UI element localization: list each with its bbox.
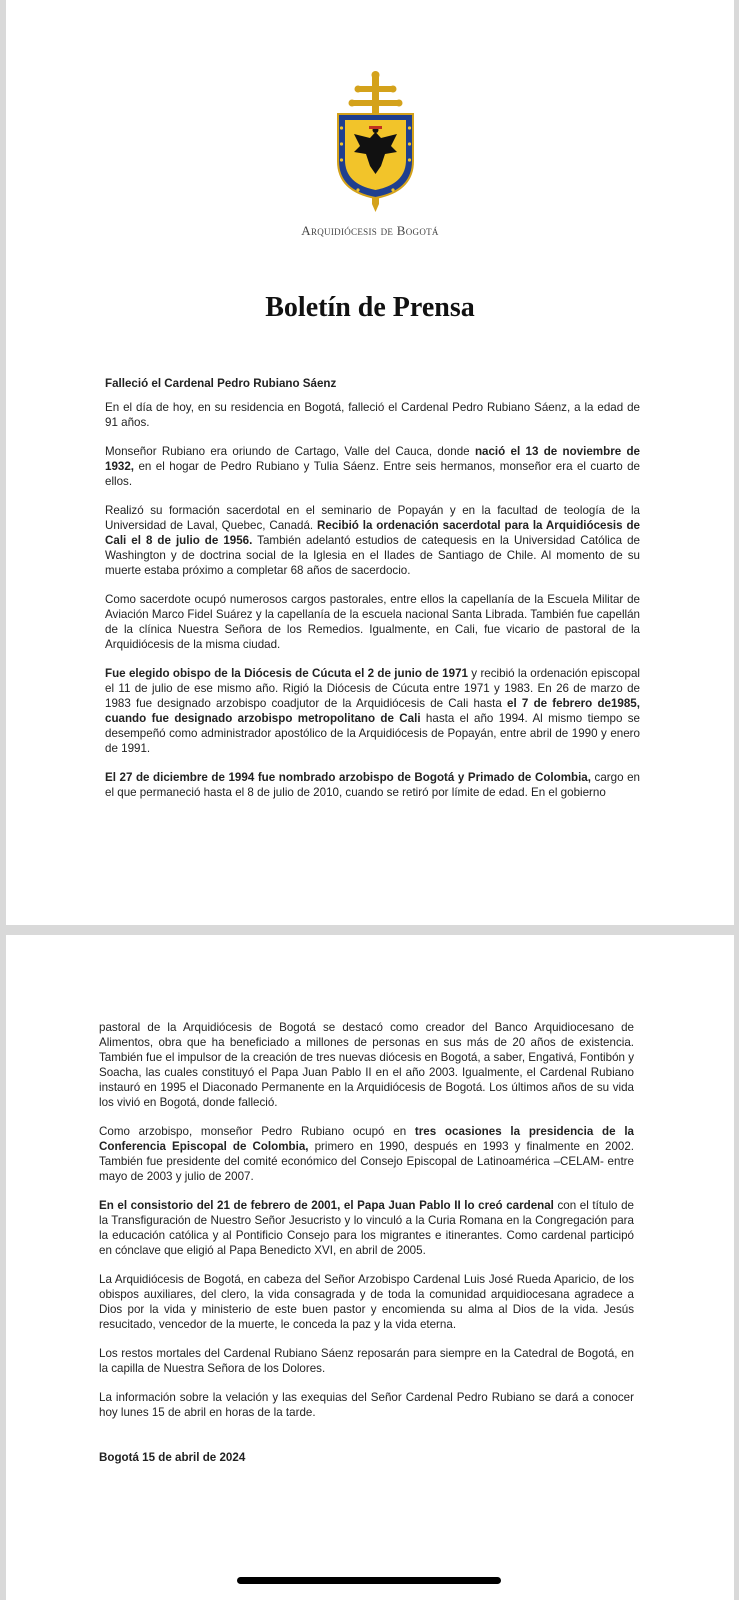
dateline: Bogotá 15 de abril de 2024 xyxy=(99,1451,246,1464)
paragraph: Como arzobispo, monseñor Pedro Rubiano ocupó en tres ocasiones la presidencia de la Conferencia Episcopal de Colombia, primero en 1990, después en 1993 y finalmente en 2002. También fue presidente del comité económico del Consejo Episcopal de Latinoamérica –CELAM- entre mayo de 2003 y julio de 2007. xyxy=(99,1125,635,1183)
paragraph: La Arquidiócesis de Bogotá, en cabeza del Señor Arzobispo Cardenal Luis José Rueda Aparicio, de los obispos auxiliares, del clero, la vida consagrada y de toda la comunidad arquidiocesana agradece a Dios por la vida y ministerio de este buen pastor y encomienda su alma al Dios de la vida. Jesús resucitado, vencedor de la muerte, le conceda la paz y la vida eterna. xyxy=(99,1273,634,1331)
paragraph: Los restos mortales del Cardenal Rubiano Sáenz reposarán para siempre en la Catedral de Bogotá, en la capilla de Nuestra Señora de los Dolores. xyxy=(99,1347,634,1375)
paragraph: Realizó su formación sacerdotal en el seminario de Popayán y en la facultad de teología de la Universidad de Laval, Quebec, Canadá. Recibió la ordenación sacerdotal para la Arquidiócesis de Cali el 8 de julio de 1956. También adelantó estudios de catequesis en la Universidad Católica de Washington y de doctrina social de la Iglesia en el Ilades de Santiago de Chile. Al momento de su muerte estaba próximo a completar 68 años de sacerdocio. xyxy=(105,504,641,577)
paragraph: La información sobre la velación y las exequias del Señor Cardenal Pedro Rubiano se dará a conocer hoy lunes 15 de abril en horas de la tarde. xyxy=(99,1391,634,1419)
paragraph: En el consistorio del 21 de febrero de 2001, el Papa Juan Pablo II lo creó cardenal con el título de la Transfiguración de Nuestro Señor Jesucristo y lo vinculó a la Curia Romana en la Congregación para la educación católica y al Pontificio Consejo para los migrantes e itinerantes. Como cardenal participó en cónclave que eligió al Papa Benedicto XVI, en abril de 2005. xyxy=(99,1199,634,1257)
article-body-part-1 xyxy=(105,376,640,814)
paragraph: Como sacerdote ocupó numerosos cargos pastorales, entre ellos la capellanía de la Escuela Militar de Aviación Marco Fidel Suárez y la capellanía de la escuela nacional Santa Librada. También fue capellán de la clínica Nuestra Señora de los Remedios. Igualmente, en Cali, fue vicario de pastoral de la Arquidiócesis de la misma ciudad. xyxy=(105,593,640,651)
paragraph: Fue elegido obispo de la Diócesis de Cúcuta el 2 de junio de 1971 y recibió la ordenación episcopal el 11 de julio de ese mismo año. Rigió la Diócesis de Cúcuta entre 1971 y 1983. En 26 de marzo de 1983 fue designado arzobispo coadjutor de la Arquidiócesis de Cali hasta el 7 de febrero de1985, cuando fue designado arzobispo metropolitano de Cali hasta el año 1994. Al mismo tiempo se desempeñó como administrador apostólico de la Arquidiócesis de Popayán, entre abril de 1990 y enero de 1991. xyxy=(105,667,640,755)
document-page-1 xyxy=(6,0,734,925)
article-body-part-2 xyxy=(99,1020,634,1479)
paragraph: Monseñor Rubiano era oriundo de Cartago, Valle del Cauca, donde nació el 13 de noviembre de 1932, en el hogar de Pedro Rubiano y Tulia Sáenz. Entre seis hermanos, monseñor era el cuarto de ellos. xyxy=(105,445,640,488)
paragraph: pastoral de la Arquidiócesis de Bogotá se destacó como creador del Banco Arquidiocesano de Alimentos, obra que ha beneficiado a millones de personas en sus más de 20 años de existencia. También fue el impulsor de la creación de tres nuevas diócesis en Bogotá, a saber, Engativá, Fontibón y Soacha, las cuales constituyó el Papa Juan Pablo II en el año 2003. Igualmente, el Cardenal Rubiano instauró en 1995 el Diaconado Permanente en la Arquidiócesis de Bogotá. Los últimos años de su vida los vivió en Bogotá, donde falleció. xyxy=(99,1021,634,1109)
organization-name: Arquidiócesis de Bogotá xyxy=(301,223,439,238)
home-indicator[interactable] xyxy=(237,1577,501,1584)
archdiocese-coat-of-arms-icon xyxy=(288,66,463,224)
article-headline: Falleció el Cardenal Pedro Rubiano Sáenz xyxy=(105,377,337,390)
page-title: Boletín de Prensa xyxy=(265,292,475,323)
paragraph: El 27 de diciembre de 1994 fue nombrado arzobispo de Bogotá y Primado de Colombia, cargo en el que permaneció hasta el 8 de julio de 2010, cuando se retiró por límite de edad. En el gobierno xyxy=(105,771,640,799)
paragraph: En el día de hoy, en su residencia en Bogotá, falleció el Cardenal Pedro Rubiano Sáenz, a la edad de 91 años. xyxy=(105,401,640,429)
